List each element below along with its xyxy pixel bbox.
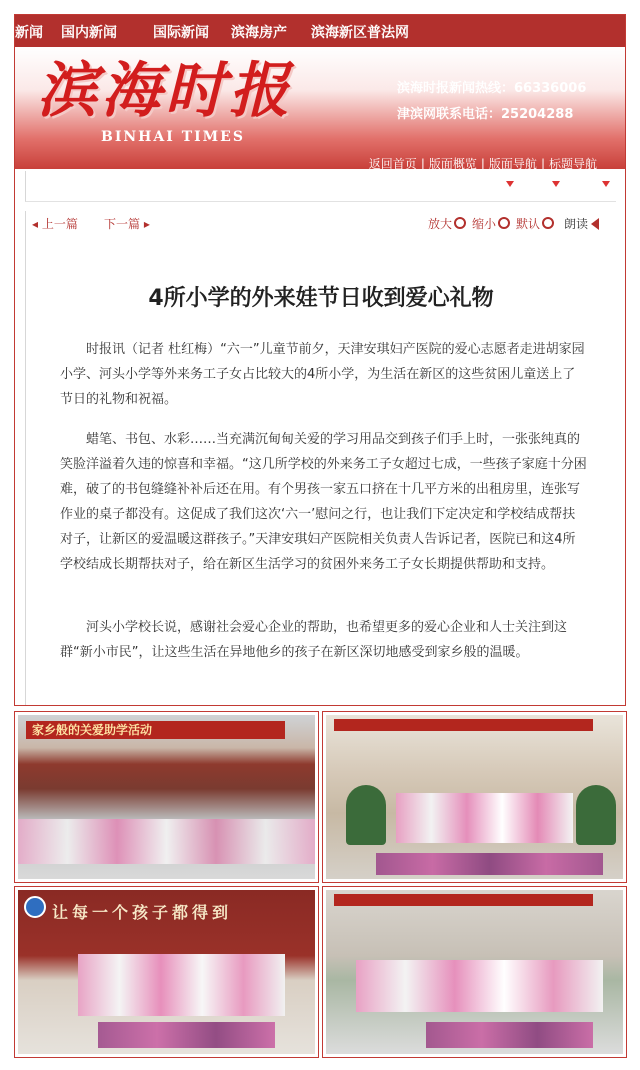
palm-plant xyxy=(346,785,386,845)
next-article-label: 下一篇 xyxy=(104,217,141,231)
photo-1-banner: 家乡般的关爱助学活动 xyxy=(26,721,285,739)
zoom-in-icon xyxy=(454,217,466,229)
chevron-down-icon[interactable] xyxy=(506,181,514,187)
dropdown-strip xyxy=(25,171,616,202)
article-paragraph: 河头小学校长说，感谢社会爱心企业的帮助，也希望更多的爱心企业和人士关注到这群“新小市民”，让这些生活在异地他乡的孩子在新区深切地感受到家乡般的温暖。 xyxy=(60,620,568,660)
gift-bags xyxy=(98,1022,275,1048)
default-size-button[interactable] xyxy=(516,215,554,232)
article-paragraph: 蜡笔、书包、水彩……当充满沉甸甸关爱的学习用品交到孩子们手上时，一张张纯真的笑脸洋溢着久违的惊喜和幸福。“这几所学校的外来务工子女超过七成，一些孩子家庭十分困难，破了的书包缝缝补补后还在用。有个男孩一家五口挤在十几平方米的出租房里，连张写作业的桌子都没有。这促成了我们这次‘六一’慰问之行，也让我们下定决定和学校结成帮扶对子，让新区的爱温暖这群孩子。”天津安琪妇产医院相关负责人告诉记者，医院已和这4所学校结成长期帮扶对子，给在新区生活学习的贫困外来务工子女长期提供帮助和支持。 xyxy=(60,432,587,572)
gift-bags xyxy=(376,853,603,875)
subnav-separator: | xyxy=(480,157,485,171)
chevron-right-icon: ▸ xyxy=(140,217,150,231)
group-of-children xyxy=(18,819,315,864)
nav-item-news[interactable]: 新闻 xyxy=(15,25,43,41)
zoom-out-icon xyxy=(498,217,510,229)
subnav-page-overview[interactable]: 版面概览 xyxy=(428,157,477,171)
nav-item-binhai-law-site[interactable]: 滨海新区普法网 xyxy=(311,25,409,41)
newspaper-logo-english: BINHAI TIMES xyxy=(101,129,245,145)
subnav-separator: | xyxy=(420,157,425,171)
news-hotline: 滨海时报新闻热线：66336006 xyxy=(397,81,587,96)
photo-1 xyxy=(14,711,319,883)
zoom-in-button[interactable] xyxy=(428,215,466,232)
photo-2-banner xyxy=(334,719,593,731)
contact-phone: 津滨网联系电话：25204288 xyxy=(397,107,574,122)
group-of-children xyxy=(78,954,285,1016)
photo-3 xyxy=(14,886,319,1058)
previous-article-label: 上一篇 xyxy=(41,217,78,231)
gift-bags xyxy=(426,1022,593,1048)
chevron-down-icon[interactable] xyxy=(552,181,560,187)
photo-2 xyxy=(322,711,627,883)
subnav-page-navigation[interactable]: 版面导航 xyxy=(488,157,537,171)
subnav-home[interactable]: 返回首页 xyxy=(368,157,417,171)
default-size-label: 默认 xyxy=(516,217,541,231)
palm-plant xyxy=(576,785,616,845)
article-toolbar xyxy=(25,211,616,237)
read-aloud-button[interactable] xyxy=(564,215,599,232)
chevron-left-icon: ◂ xyxy=(32,217,42,231)
reset-zoom-icon xyxy=(542,217,554,229)
chevron-down-icon[interactable] xyxy=(602,181,610,187)
article-body xyxy=(25,237,616,705)
nav-item-binhai-realestate[interactable]: 滨海房产 xyxy=(231,25,287,41)
article-title: 4所小学的外来娃节日收到爱心礼物 xyxy=(148,286,494,311)
newspaper-logo[interactable]: 滨海时报 xyxy=(37,56,293,126)
read-aloud-label: 朗读 xyxy=(564,217,589,231)
sub-navigation xyxy=(367,155,599,172)
group-of-children xyxy=(396,793,573,843)
subnav-separator: | xyxy=(540,157,545,171)
group-of-children xyxy=(356,960,603,1012)
photo-3-banner: 让每一个孩子都得到 xyxy=(52,903,233,922)
photo-4 xyxy=(322,886,627,1058)
nav-item-international-news[interactable]: 国际新闻 xyxy=(153,25,209,41)
nav-item-domestic-news[interactable]: 国内新闻 xyxy=(61,25,117,41)
subnav-title-navigation[interactable]: 标题导航 xyxy=(548,157,597,171)
speaker-icon xyxy=(591,218,599,230)
school-emblem-icon xyxy=(24,896,46,918)
next-article-link[interactable] xyxy=(104,215,150,232)
zoom-out-button[interactable] xyxy=(472,215,510,232)
masthead xyxy=(15,47,625,169)
previous-article-link[interactable] xyxy=(32,215,78,232)
zoom-in-label: 放大 xyxy=(428,217,453,231)
top-navigation-bar xyxy=(15,15,625,47)
newspaper-frame xyxy=(14,14,626,706)
zoom-out-label: 缩小 xyxy=(472,217,497,231)
photo-4-banner xyxy=(334,894,593,906)
article-paragraph: 时报讯（记者 杜红梅）“六一”儿童节前夕，天津安琪妇产医院的爱心志愿者走进胡家园小学、河头小学等外来务工子女占比较大的4所小学，为生活在新区的这些贫困儿童送上了节日的礼物和祝福。 xyxy=(60,342,585,407)
